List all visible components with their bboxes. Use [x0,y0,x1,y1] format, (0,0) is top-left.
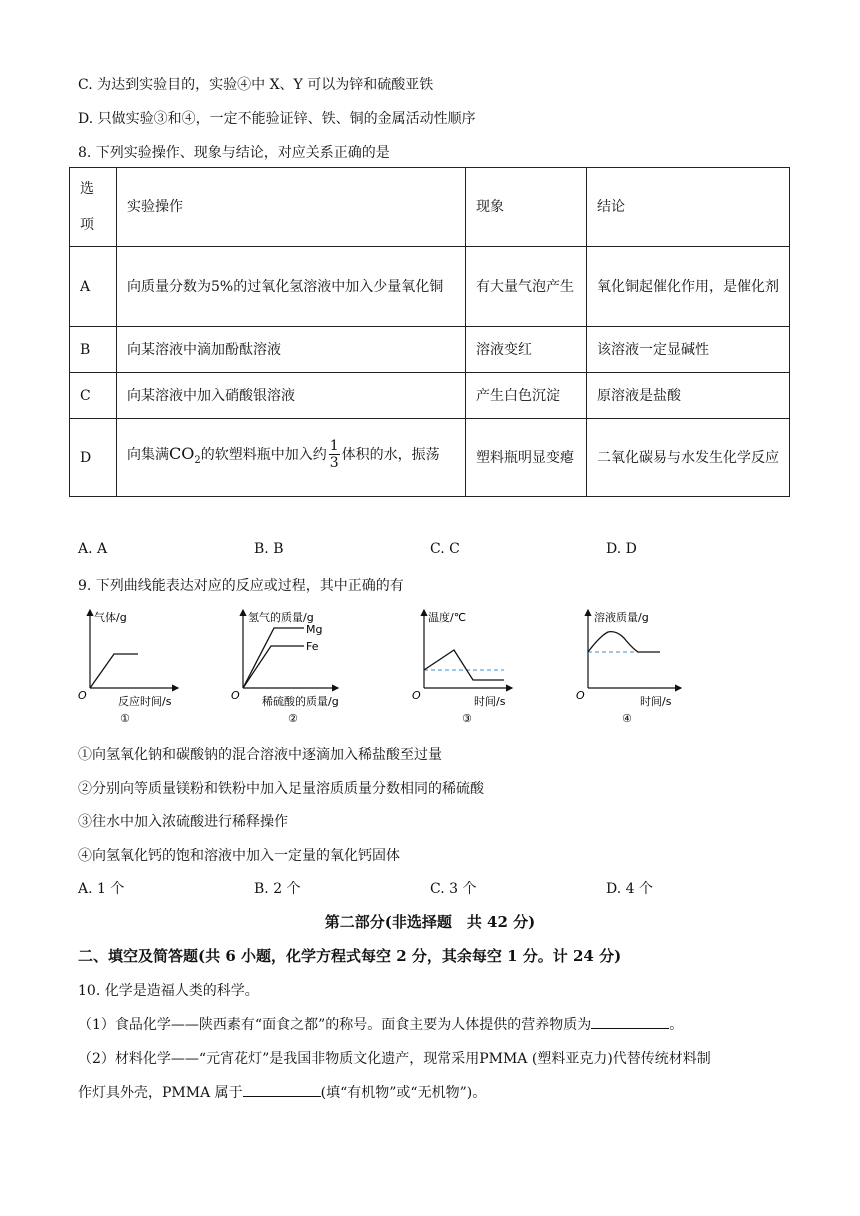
choice-d[interactable]: D. D [606,541,637,557]
row-conclusion: 氧化铜起催化作用，是催化剂 [587,247,790,327]
header-operation: 实验操作 [117,168,466,247]
table-header-row [70,168,790,247]
row-operation: 向某溶液中滴加酚酞溶液 [117,327,466,373]
choice-c[interactable]: C. 3 个 [430,881,477,897]
row-option: D [70,419,117,497]
graph-4 [576,610,681,725]
statement-3: ③往水中加入浓硫酸进行稀释操作 [78,814,288,830]
table-row [70,373,790,419]
choice-a[interactable]: A. 1 个 [78,881,125,897]
choice-b[interactable]: B. 2 个 [254,881,301,897]
choice-a[interactable]: A. A [78,541,108,557]
graph-4-ylabel: 溶液质量/g [594,611,649,624]
co2-formula: $CO_2$ [169,443,201,467]
question-9-graphs [76,604,696,732]
choice-b[interactable]: B. B [254,541,284,557]
graph-2-mg-curve [243,628,304,688]
option-d-text: D. 只做实验③和④，一定不能验证锌、铁、铜的金属活动性顺序 [78,111,476,127]
operation-post: 体积的水，振荡 [341,446,440,463]
choice-c[interactable]: C. C [430,541,460,557]
question-8-stem: 8. 下列实验操作、现象与结论，对应关系正确的是 [78,145,390,161]
header-conclusion: 结论 [587,168,790,247]
graph-2-fe-curve [243,646,304,688]
row-conclusion: 二氧化碳易与水发生化学反应 [587,419,790,497]
row-operation: 向质量分数为5%的过氧化氢溶液中加入少量氧化铜 [117,247,466,327]
graph-2-xlabel: 稀硫酸的质量/g [262,695,339,708]
graph-2-fe-label: Fe [306,640,319,653]
graph-1-number: ① [120,712,130,725]
row-option: B [70,327,117,373]
graph-3-xlabel: 时间/s [474,695,506,708]
option-c-text: C. 为达到实验目的，实验④中 X、Y 可以为锌和硫酸亚铁 [78,77,434,93]
statement-2: ②分别向等质量镁粉和铁粉中加入足量溶质质量分数相同的稀硫酸 [78,781,484,797]
graph-4-origin: O [576,689,585,702]
graph-1-origin: O [78,689,87,702]
graph-3-origin: O [412,689,421,702]
graph-3-ylabel: 温度/℃ [428,611,467,624]
row-operation [117,419,466,497]
question-10-part-2-line-2: 作灯具外壳，PMMA 属于 (填“有机物”或“无机物”)。 [78,1085,487,1101]
graph-1-xlabel: 反应时间/s [118,695,172,708]
header-phenomenon: 现象 [466,168,587,247]
graph-1-ylabel: 气体/g [94,611,127,624]
graph-3-curve [424,650,504,680]
row-option: C [70,373,117,419]
graph-4-number: ④ [622,712,632,725]
graph-3-number: ③ [462,712,472,725]
answer-blank-1[interactable] [591,1016,669,1029]
row-option: A [70,247,117,327]
choice-d[interactable]: D. 4 个 [606,881,653,897]
graph-3 [412,610,512,725]
question-9-choices [78,878,778,898]
statement-1: ①向氢氧化钠和碳酸钠的混合溶液中逐滴加入稀盐酸至过量 [78,747,442,763]
question-10-stem: 10. 化学是造福人类的科学。 [78,983,259,999]
row-phenomenon: 有大量气泡产生 [466,247,587,327]
header-option: 选项 [70,168,117,247]
graph-1-curve [90,654,138,688]
graph-4-curve [588,632,660,652]
graph-2-number: ② [288,712,298,725]
graph-1 [78,610,178,725]
part-2-title: 第二部分(非选择题 共 42 分) [324,913,536,931]
table-row [70,419,790,497]
graph-2 [231,610,339,725]
graph-4-xlabel: 时间/s [640,695,672,708]
row-conclusion: 该溶液一定显碱性 [587,327,790,373]
row-phenomenon: 塑料瓶明显变瘪 [466,419,587,497]
question-8-choices [78,541,778,561]
answer-blank-2[interactable] [243,1084,321,1097]
section-2-title: 二、填空及简答题(共 6 小题，化学方程式每空 2 分，其余每空 1 分。计 24 分) [78,947,622,965]
graph-2-ylabel: 氢气的质量/g [248,611,314,624]
graph-2-origin: O [231,689,240,702]
question-9-stem: 9. 下列曲线能表达对应的反应或过程，其中正确的有 [78,578,404,594]
row-operation: 向某溶液中加入硝酸银溶液 [117,373,466,419]
experiment-table [69,167,790,497]
row-phenomenon: 溶液变红 [466,327,587,373]
operation-pre: 向集满 [127,446,169,463]
question-10-part-2-line-1: （2）材料化学——“元宵花灯”是我国非物质文化遗产，现常采用PMMA (塑料亚克力)代替传统材料制 [78,1051,711,1067]
operation-mid: 的软塑料瓶中加入约 [200,446,327,463]
table-row [70,247,790,327]
row-phenomenon: 产生白色沉淀 [466,373,587,419]
statement-4: ④向氢氧化钙的饱和溶液中加入一定量的氧化钙固体 [78,848,400,864]
row-conclusion: 原溶液是盐酸 [587,373,790,419]
table-row [70,327,790,373]
question-10-part-1: （1）食品化学——陕西素有“面食之都”的称号。面食主要为人体提供的营养物质为 。 [78,1017,684,1033]
one-third-fraction: $\frac{1}{3}$ [329,438,339,472]
graph-2-mg-label: Mg [306,623,323,636]
